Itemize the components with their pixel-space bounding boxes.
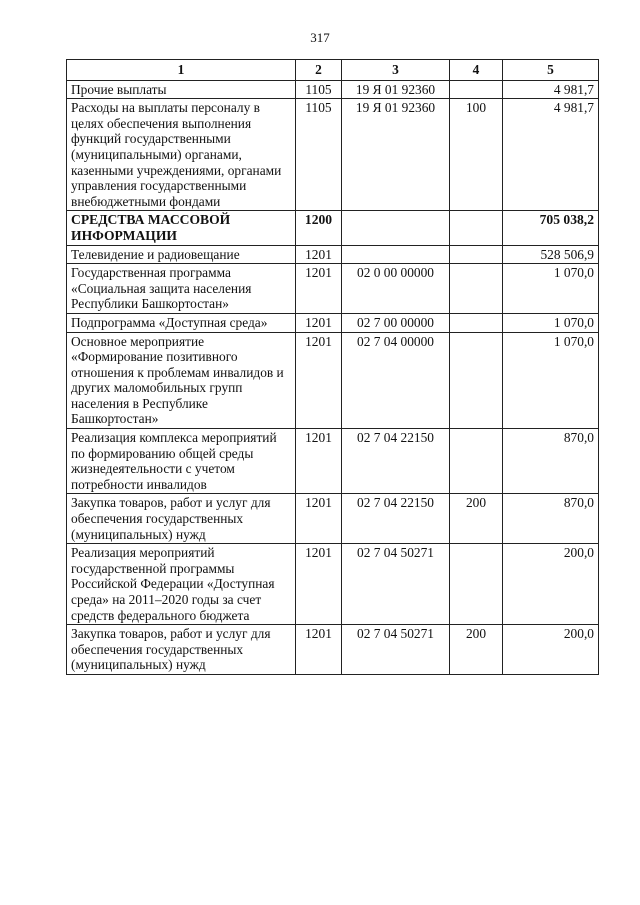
cell-vr	[450, 429, 503, 494]
cell-name: Телевидение и радиовещание	[67, 245, 296, 264]
cell-csr	[342, 211, 450, 245]
cell-vr	[450, 332, 503, 429]
table-row	[67, 264, 599, 314]
cell-sum: 528 506,9	[503, 245, 599, 264]
cell-name: Реализация комплекса мероприятий по формированию общей среды жизнедеятельности с учетом потребности инвалидов	[67, 429, 296, 494]
cell-rz: 1200	[296, 211, 342, 245]
cell-rz: 1105	[296, 80, 342, 99]
table-header	[67, 60, 599, 81]
cell-rz: 1201	[296, 245, 342, 264]
cell-csr: 02 7 04 00000	[342, 332, 450, 429]
cell-csr: 02 7 04 50271	[342, 625, 450, 675]
cell-name: Реализация мероприятий государственной программы Российской Федерации «Доступная среда» на 2011–2020 годы за счет средств федерального бюджета	[67, 544, 296, 625]
header-col-4: 4	[450, 60, 503, 81]
cell-name: Расходы на выплаты персоналу в целях обеспечения выполнения функций государственными (муниципальными) органами, казенными учреждениями, органами управления государственными внебюджетными фондами	[67, 99, 296, 211]
table-row	[67, 332, 599, 429]
cell-vr: 200	[450, 625, 503, 675]
cell-vr	[450, 211, 503, 245]
cell-name: Основное мероприятие «Формирование позитивного отношения к проблемам инвалидов и других маломобильных групп населения в Республике Башкортостан»	[67, 332, 296, 429]
cell-name: Государственная программа «Социальная защита населения Республики Башкортостан»	[67, 264, 296, 314]
cell-rz: 1201	[296, 429, 342, 494]
table-row	[67, 544, 599, 625]
cell-csr	[342, 245, 450, 264]
cell-name: Подпрограмма «Доступная среда»	[67, 313, 296, 332]
cell-name: Закупка товаров, работ и услуг для обеспечения государственных (муниципальных) нужд	[67, 625, 296, 675]
cell-csr: 02 7 04 50271	[342, 544, 450, 625]
cell-name: Закупка товаров, работ и услуг для обеспечения государственных (муниципальных) нужд	[67, 494, 296, 544]
cell-name: СРЕДСТВА МАССОВОЙ ИНФОРМАЦИИ	[67, 211, 296, 245]
cell-csr: 02 7 00 00000	[342, 313, 450, 332]
header-col-5: 5	[503, 60, 599, 81]
header-col-3: 3	[342, 60, 450, 81]
cell-vr	[450, 80, 503, 99]
page-number: 317	[310, 30, 330, 45]
cell-vr	[450, 313, 503, 332]
cell-rz: 1201	[296, 332, 342, 429]
cell-rz: 1201	[296, 313, 342, 332]
table-row	[67, 429, 599, 494]
cell-sum: 705 038,2	[503, 211, 599, 245]
cell-csr: 02 7 04 22150	[342, 494, 450, 544]
cell-vr	[450, 544, 503, 625]
cell-sum: 870,0	[503, 429, 599, 494]
table-row	[67, 494, 599, 544]
cell-sum: 870,0	[503, 494, 599, 544]
table-row	[67, 211, 599, 245]
table-row	[67, 313, 599, 332]
cell-sum: 200,0	[503, 544, 599, 625]
cell-sum: 1 070,0	[503, 332, 599, 429]
header-col-2: 2	[296, 60, 342, 81]
cell-rz: 1201	[296, 625, 342, 675]
table-row	[67, 625, 599, 675]
cell-vr	[450, 264, 503, 314]
cell-rz: 1201	[296, 544, 342, 625]
cell-csr: 19 Я 01 92360	[342, 99, 450, 211]
cell-vr: 200	[450, 494, 503, 544]
table-body	[67, 80, 599, 674]
cell-rz: 1105	[296, 99, 342, 211]
table-row	[67, 245, 599, 264]
cell-sum: 1 070,0	[503, 264, 599, 314]
cell-sum: 4 981,7	[503, 80, 599, 99]
cell-csr: 19 Я 01 92360	[342, 80, 450, 99]
cell-name: Прочие выплаты	[67, 80, 296, 99]
cell-rz: 1201	[296, 494, 342, 544]
header-col-1: 1	[67, 60, 296, 81]
cell-rz: 1201	[296, 264, 342, 314]
cell-sum: 200,0	[503, 625, 599, 675]
cell-csr: 02 0 00 00000	[342, 264, 450, 314]
table-row	[67, 99, 599, 211]
table-row	[67, 80, 599, 99]
cell-vr: 100	[450, 99, 503, 211]
cell-sum: 4 981,7	[503, 99, 599, 211]
budget-table	[66, 59, 599, 675]
cell-vr	[450, 245, 503, 264]
cell-csr: 02 7 04 22150	[342, 429, 450, 494]
cell-sum: 1 070,0	[503, 313, 599, 332]
